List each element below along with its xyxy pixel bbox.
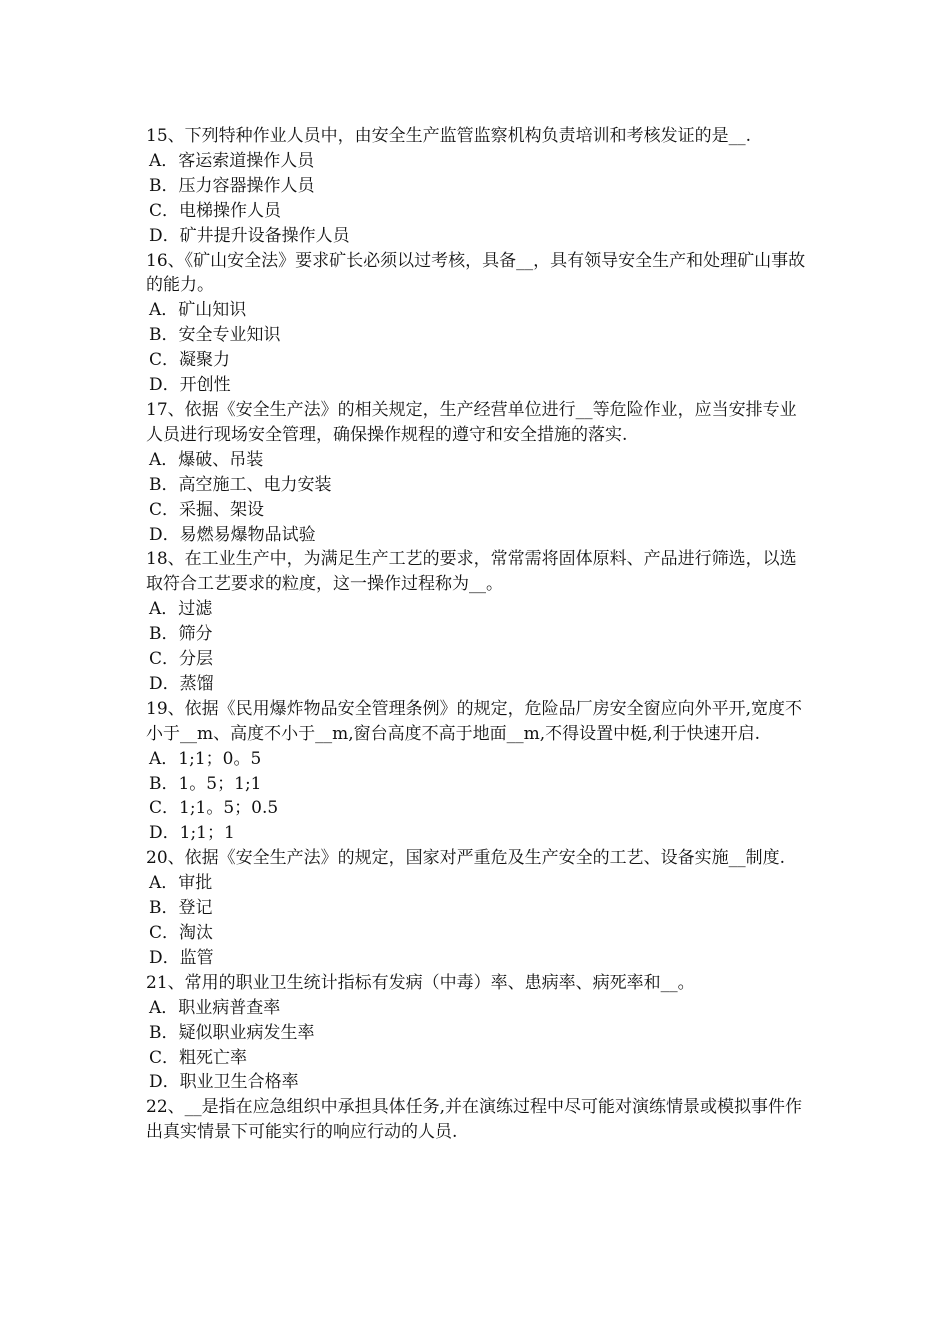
question-17 bbox=[146, 398, 810, 547]
option-b: B．安全专业知识 bbox=[149, 325, 281, 346]
option-c: C．1;1。5；0.5 bbox=[149, 798, 279, 819]
question-stem: 22、__是指在应急组织中承担具体任务,并在演练过程中尽可能对演练情景或模拟事件作出真实情景下可能实行的响应行动的人员. bbox=[146, 1097, 803, 1143]
option-d: D．矿井提升设备操作人员 bbox=[149, 225, 350, 246]
question-18 bbox=[146, 547, 810, 696]
question-stem: 18、在工业生产中，为满足生产工艺的要求，常常需将固体原料、产品进行筛选，以选取符合工艺要求的粒度，这一操作过程称为__。 bbox=[146, 549, 797, 595]
option-a: A．过滤 bbox=[149, 599, 213, 620]
option-b: B．1。5；1;1 bbox=[149, 773, 262, 794]
option-d: D．开创性 bbox=[149, 375, 231, 396]
option-b: B．压力容器操作人员 bbox=[149, 175, 315, 196]
question-list bbox=[146, 124, 810, 1145]
question-stem: 20、依据《安全生产法》的规定，国家对严重危及生产安全的工艺、设备实施__制度. bbox=[146, 848, 786, 869]
option-b: B．疑似职业病发生率 bbox=[149, 1022, 315, 1043]
question-stem: 19、依据《民用爆炸物品安全管理条例》的规定，危险品厂房安全窗应向外平开,宽度不小于__m、高度不小于__m,窗台高度不高于地面__m,不得设置中梃,利于快速开启. bbox=[146, 698, 803, 744]
option-c: C．采掘、架设 bbox=[149, 499, 265, 520]
option-c: C．淘汰 bbox=[149, 923, 214, 943]
option-d: D．监管 bbox=[149, 947, 214, 968]
option-b: B．筛分 bbox=[149, 624, 213, 645]
question-22 bbox=[146, 1095, 810, 1145]
question-stem: 21、常用的职业卫生统计指标有发病（中毒）率、患病率、病死率和__。 bbox=[146, 972, 695, 993]
option-a: A．职业病普查率 bbox=[149, 997, 281, 1018]
option-d: D．1;1；1 bbox=[149, 823, 235, 844]
option-a: A．审批 bbox=[149, 873, 213, 894]
option-a: A．客运索道操作人员 bbox=[149, 150, 315, 171]
question-16 bbox=[146, 249, 810, 398]
option-c: C．凝聚力 bbox=[149, 350, 231, 371]
option-a: A．爆破、吊装 bbox=[149, 449, 264, 470]
question-stem: 17、依据《安全生产法》的相关规定，生产经营单位进行__等危险作业，应当安排专业人员进行现场安全管理，确保操作规程的遵守和安全措施的落实. bbox=[146, 399, 797, 445]
option-a: A．矿山知识 bbox=[149, 300, 247, 321]
question-21 bbox=[146, 971, 810, 1096]
option-c: C．粗死亡率 bbox=[149, 1047, 248, 1068]
option-c: C．分层 bbox=[149, 649, 214, 670]
option-a: A．1;1；0。5 bbox=[149, 748, 262, 769]
question-20 bbox=[146, 846, 810, 971]
question-stem: 15、下列特种作业人员中，由安全生产监管监察机构负责培训和考核发证的是__. bbox=[146, 126, 752, 146]
question-19 bbox=[146, 697, 810, 846]
option-d: D．蒸馏 bbox=[149, 673, 214, 694]
option-d: D．职业卫生合格率 bbox=[149, 1072, 299, 1093]
option-d: D．易燃易爆物品试验 bbox=[149, 524, 316, 545]
option-b: B．高空施工、电力安装 bbox=[149, 474, 332, 495]
question-15 bbox=[146, 124, 810, 249]
option-b: B．登记 bbox=[149, 898, 213, 919]
option-c: C．电梯操作人员 bbox=[149, 200, 282, 221]
question-stem: 16、《矿山安全法》要求矿长必须以过考核，具备__，具有领导安全生产和处理矿山事故的能力。 bbox=[146, 250, 806, 296]
